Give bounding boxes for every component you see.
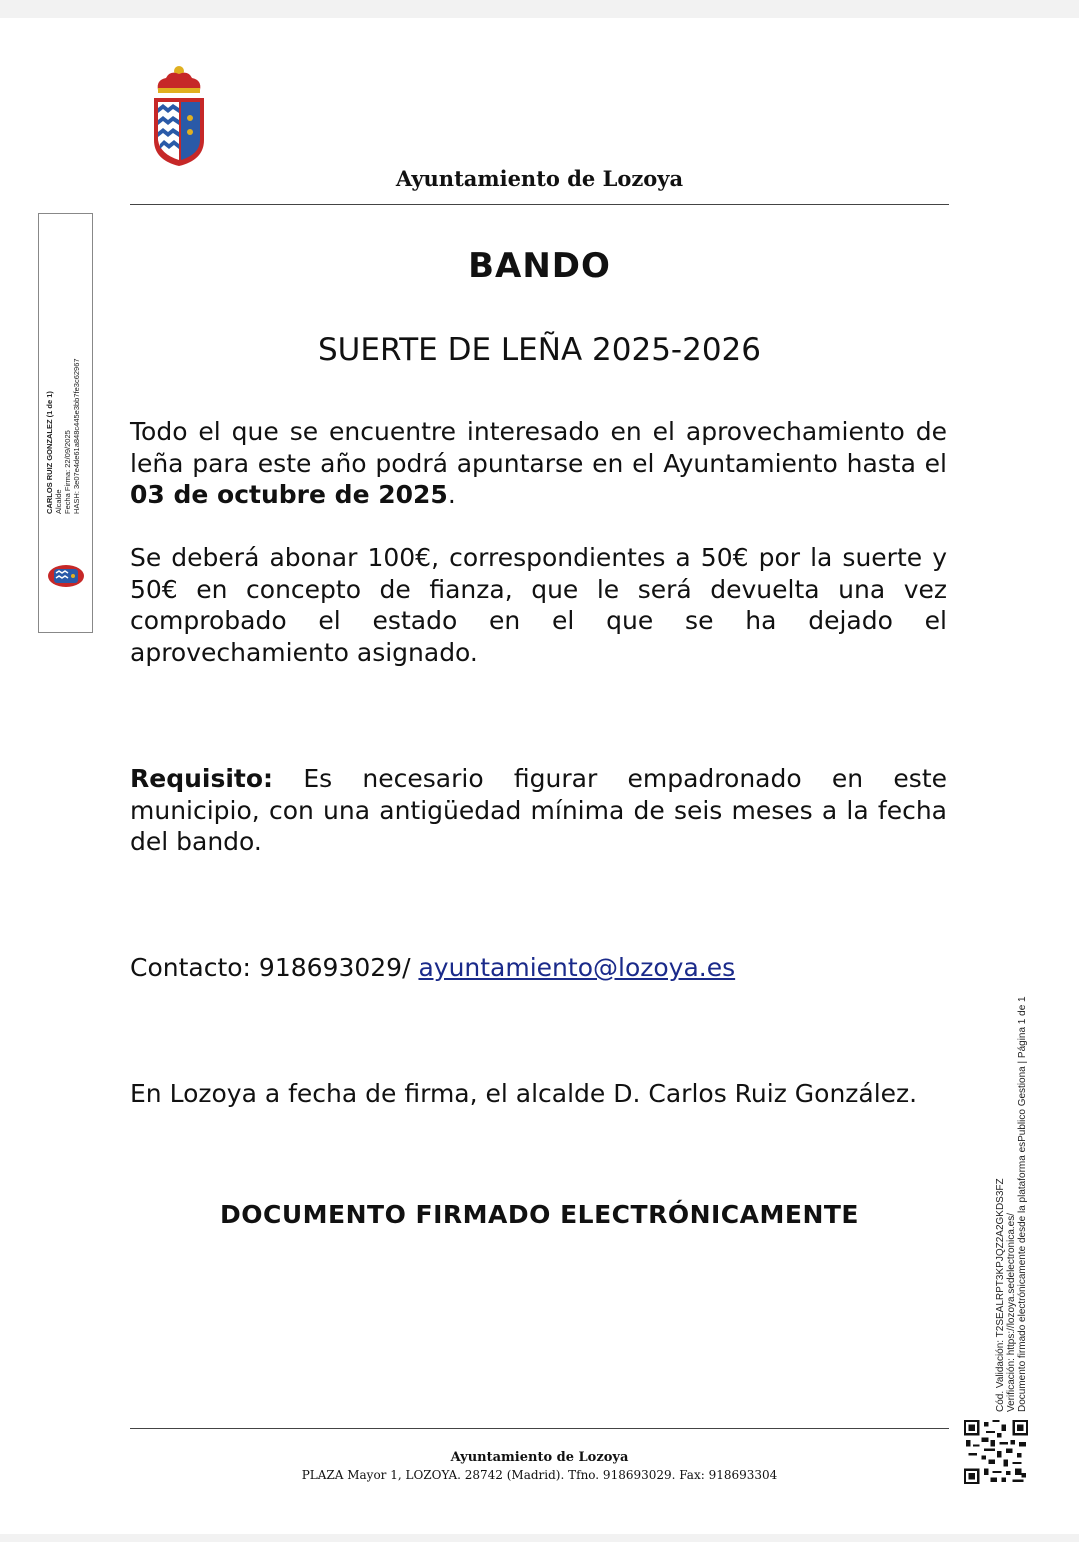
signature-stamp [38,213,93,633]
contact-email-link[interactable]: ayuntamiento@lozoya.es [418,953,736,982]
validation-platform: Documento firmado electrónicamente desde la plataforma esPublico Gestiona | Página 1 de 1 [1017,996,1028,1412]
document-subtitle: SUERTE DE LEÑA 2025-2026 [317,332,761,368]
payment-paragraph: Se deberá abonar 100€, correspondientes a 50€ por la suerte y 50€ en concepto de fianza, que le será devuelta una vez comprobado el estado en el que se ha dejado el aprovechamiento asignado. [130,543,947,667]
signature-stamp-text [45,314,81,514]
qr-code-icon [964,1420,1028,1484]
validation-info [995,952,1028,1412]
requirement-paragraph [130,763,947,858]
requirement-label: Requisito: [130,764,274,793]
signature-hash: HASH: 3e07e4de61a848c445e3bb7fe3c62967 [72,358,81,514]
header-divider [130,204,949,205]
closing-paragraph: En Lozoya a fecha de firma, el alcalde D. Carlos Ruiz González. [130,1079,918,1108]
requirement-text: Es necesario figurar empadronado en este municipio, con una antigüedad mínima de seis meses a la fecha del bando. [130,764,947,856]
footer-divider [130,1428,949,1429]
document-title: BANDO [468,246,611,286]
validation-code: Cód. Validación: T2SEALRPT3KPJQZ2A2GKDS3FZ [995,1178,1006,1412]
header-institution-name: Ayuntamiento de Lozoya [395,166,684,191]
footer-institution-name: Ayuntamiento de Lozoya [450,1450,629,1465]
registration-deadline: 03 de octubre de 2025 [130,480,448,509]
registration-text: Todo el que se encuentre interesado en el aprovechamiento de leña para este año podrá apuntarse en el Ayuntamiento hasta el [130,417,947,478]
contact-label: Contacto: 918693029/ [130,953,419,982]
signature-crest-icon [47,564,85,588]
coat-of-arms-icon [148,60,210,170]
signature-signer: CARLOS RUIZ GONZALEZ (1 de 1) [45,391,54,514]
contact-line [130,952,947,984]
validation-verification: Verificación: https://lozoya.sedelectronica.es/ [1006,1213,1017,1412]
registration-end: . [447,480,456,509]
signed-notice: DOCUMENTO FIRMADO ELECTRÓNICAMENTE [219,1200,860,1229]
registration-paragraph [130,416,947,511]
footer-address: PLAZA Mayor 1, LOZOYA. 28742 (Madrid). Tfno. 918693029. Fax: 918693304 [301,1468,778,1482]
signature-date: Fecha Firma: 22/09/2025 [63,430,72,514]
signature-role: Alcalde [54,489,63,514]
